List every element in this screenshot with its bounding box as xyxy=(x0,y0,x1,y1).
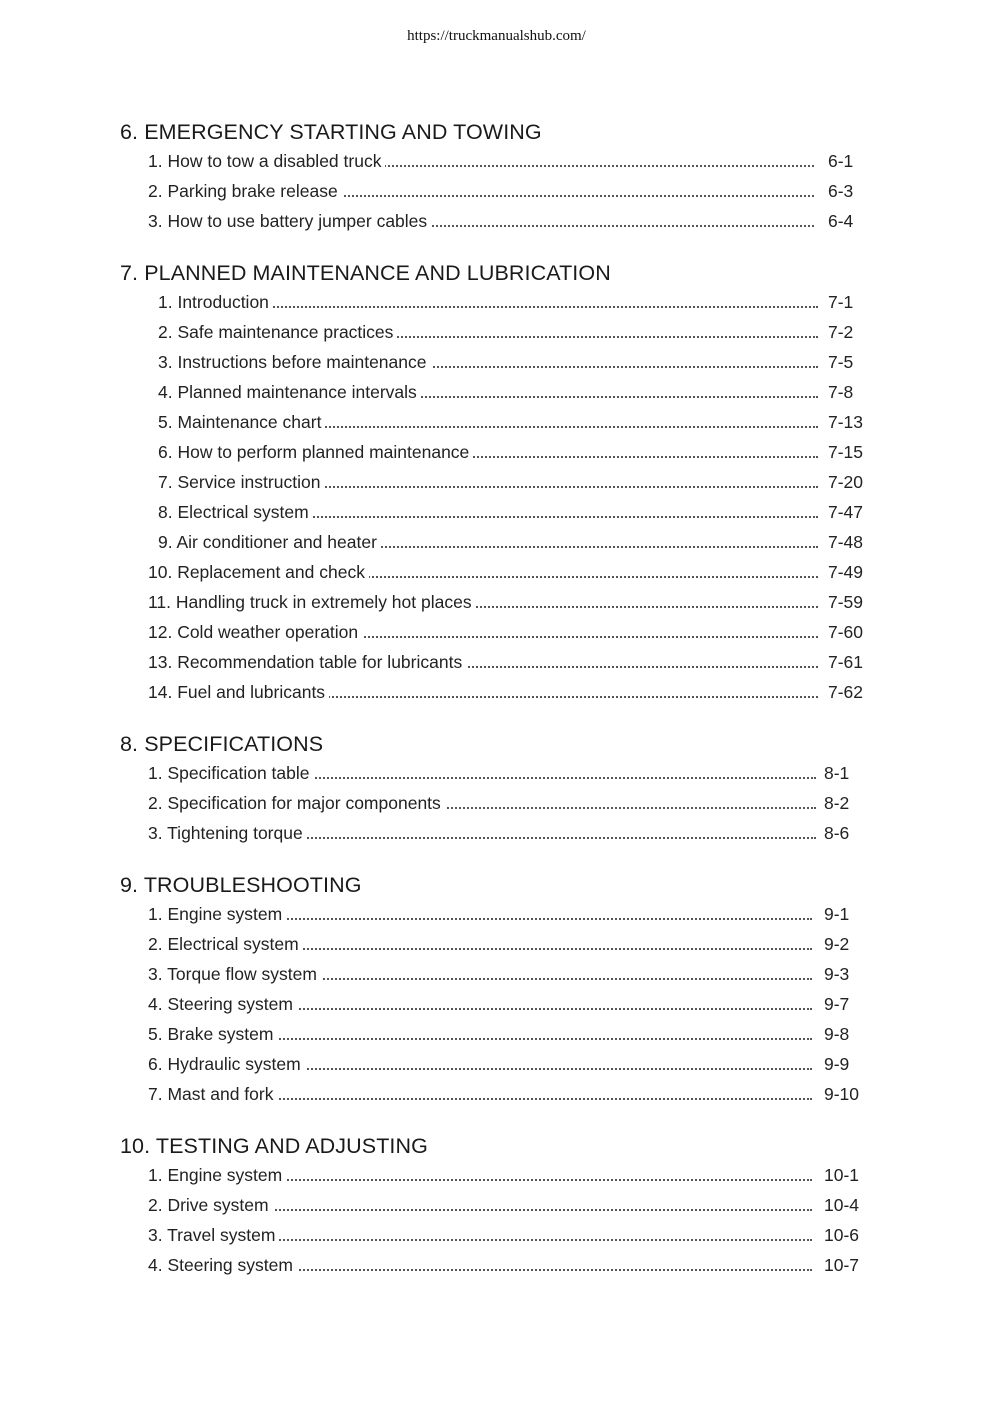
toc-entry-label: 1. Specification table xyxy=(148,758,314,788)
toc-entry-page: 6-3 xyxy=(828,181,854,201)
toc-entry-label: 1. Engine system xyxy=(148,899,286,929)
toc-entry[interactable] xyxy=(120,647,880,677)
toc-entry-label: 3. Travel system xyxy=(148,1220,279,1250)
toc-entry-label: 5. Brake system xyxy=(148,1019,277,1049)
toc-entry[interactable] xyxy=(120,347,880,377)
toc-entry[interactable] xyxy=(120,1190,880,1220)
toc-entry-page: 7-20 xyxy=(828,472,864,492)
toc-entry-label: 6. Hydraulic system xyxy=(148,1049,305,1079)
toc-entry[interactable] xyxy=(120,788,880,818)
toc-entry-label: 2. Parking brake release xyxy=(148,176,342,206)
toc-entry-page: 8-2 xyxy=(824,793,850,813)
toc-entry-page: 9-2 xyxy=(824,934,850,954)
toc-entry-page: 7-47 xyxy=(828,502,864,522)
toc-entry-label: 2. Specification for major components xyxy=(148,788,445,818)
toc-entry[interactable] xyxy=(120,929,880,959)
source-url: https://truckmanualshub.com/ xyxy=(407,28,586,44)
toc-entry-label: 4. Planned maintenance intervals xyxy=(158,377,421,407)
toc-entry[interactable] xyxy=(120,1220,880,1250)
toc-entry-label: 13. Recommendation table for lubricants xyxy=(148,647,466,677)
toc-entry-page: 7-49 xyxy=(828,562,864,582)
toc-entry-label: 11. Handling truck in extremely hot places xyxy=(148,587,476,617)
toc-entry-page: 7-5 xyxy=(828,352,854,372)
toc-entry[interactable] xyxy=(120,989,880,1019)
toc-entry-page: 7-59 xyxy=(828,592,864,612)
toc-entry-page: 9-1 xyxy=(824,904,850,924)
toc-entry[interactable] xyxy=(120,818,880,848)
toc-entry-label: 3. How to use battery jumper cables xyxy=(148,206,431,236)
toc-entry[interactable] xyxy=(120,467,880,497)
toc-entry[interactable] xyxy=(120,1019,880,1049)
toc-entry-page: 8-6 xyxy=(824,823,850,843)
toc-entry-label: 3. Torque flow system xyxy=(148,959,321,989)
toc-entry[interactable] xyxy=(120,617,880,647)
toc-entry-label: 12. Cold weather operation xyxy=(148,617,362,647)
toc-entry-page: 9-9 xyxy=(824,1054,850,1074)
toc-entry[interactable] xyxy=(120,146,880,176)
toc-entry-page: 10-6 xyxy=(824,1225,860,1245)
toc-entry[interactable] xyxy=(120,1250,880,1280)
section-title: 10. TESTING AND ADJUSTING xyxy=(120,1134,428,1158)
toc-entry-page: 7-8 xyxy=(828,382,854,402)
toc-entry-label: 10. Replacement and check xyxy=(148,557,369,587)
toc-entry-page: 7-62 xyxy=(828,682,864,702)
toc-entry-label: 3. Tightening torque xyxy=(148,818,307,848)
section-title: 6. EMERGENCY STARTING AND TOWING xyxy=(120,120,542,144)
toc-entry[interactable] xyxy=(120,758,880,788)
section-title: 9. TROUBLESHOOTING xyxy=(120,873,362,897)
toc-entry[interactable] xyxy=(120,206,880,236)
toc-section xyxy=(120,730,880,848)
toc-entry[interactable] xyxy=(120,1079,880,1109)
toc-entry-page: 8-1 xyxy=(824,763,850,783)
toc-entry-label: 4. Steering system xyxy=(148,989,297,1019)
table-of-contents xyxy=(120,118,880,1303)
toc-entry-page: 10-1 xyxy=(824,1165,860,1185)
toc-entry[interactable] xyxy=(120,557,880,587)
toc-entry-page: 7-1 xyxy=(828,292,854,312)
toc-entry-label: 1. Engine system xyxy=(148,1160,286,1190)
toc-section xyxy=(120,118,880,236)
toc-entry-page: 9-3 xyxy=(824,964,850,984)
toc-entry-page: 10-7 xyxy=(824,1255,860,1275)
toc-entry[interactable] xyxy=(120,527,880,557)
toc-entry-page: 7-2 xyxy=(828,322,854,342)
toc-entry[interactable] xyxy=(120,1049,880,1079)
toc-entry[interactable] xyxy=(120,899,880,929)
section-title: 8. SPECIFICATIONS xyxy=(120,732,324,756)
toc-entry[interactable] xyxy=(120,497,880,527)
toc-entry-label: 14. Fuel and lubricants xyxy=(148,677,329,707)
toc-entry-page: 9-8 xyxy=(824,1024,850,1044)
toc-section xyxy=(120,1132,880,1280)
toc-entry[interactable] xyxy=(120,377,880,407)
toc-entry-page: 6-1 xyxy=(828,151,854,171)
toc-entry-label: 6. How to perform planned maintenance xyxy=(158,437,473,467)
toc-section xyxy=(120,259,880,707)
toc-entry-page: 9-10 xyxy=(824,1084,860,1104)
toc-entry-page: 9-7 xyxy=(824,994,850,1014)
toc-entry-page: 7-61 xyxy=(828,652,864,672)
toc-entry[interactable] xyxy=(120,959,880,989)
toc-entry[interactable] xyxy=(120,176,880,206)
toc-entry-page: 7-60 xyxy=(828,622,864,642)
toc-entry[interactable] xyxy=(120,287,880,317)
toc-entry[interactable] xyxy=(120,317,880,347)
toc-entry-label: 1. How to tow a disabled truck xyxy=(148,146,385,176)
toc-entry[interactable] xyxy=(120,587,880,617)
toc-entry-label: 5. Maintenance chart xyxy=(158,407,325,437)
toc-entry-label: 2. Electrical system xyxy=(148,929,303,959)
toc-entry-label: 2. Safe maintenance practices xyxy=(158,317,397,347)
toc-entry[interactable] xyxy=(120,407,880,437)
toc-entry-page: 7-13 xyxy=(828,412,864,432)
toc-entry-page: 6-4 xyxy=(828,211,854,231)
toc-entry-page: 10-4 xyxy=(824,1195,860,1215)
toc-entry-label: 8. Electrical system xyxy=(158,497,313,527)
toc-section xyxy=(120,871,880,1109)
section-title: 7. PLANNED MAINTENANCE AND LUBRICATION xyxy=(120,261,611,285)
toc-entry-label: 3. Instructions before maintenance xyxy=(158,347,431,377)
toc-entry-label: 9. Air conditioner and heater xyxy=(158,527,381,557)
toc-entry-page: 7-48 xyxy=(828,532,864,552)
toc-entry-label: 4. Steering system xyxy=(148,1250,297,1280)
toc-entry[interactable] xyxy=(120,677,880,707)
toc-entry-page: 7-15 xyxy=(828,442,864,462)
toc-entry-label: 7. Mast and fork xyxy=(148,1079,277,1109)
toc-entry-label: 2. Drive system xyxy=(148,1190,273,1220)
toc-entry[interactable] xyxy=(120,1160,880,1190)
toc-entry[interactable] xyxy=(120,437,880,467)
toc-entry-label: 7. Service instruction xyxy=(158,467,324,497)
toc-entry-label: 1. Introduction xyxy=(158,287,273,317)
